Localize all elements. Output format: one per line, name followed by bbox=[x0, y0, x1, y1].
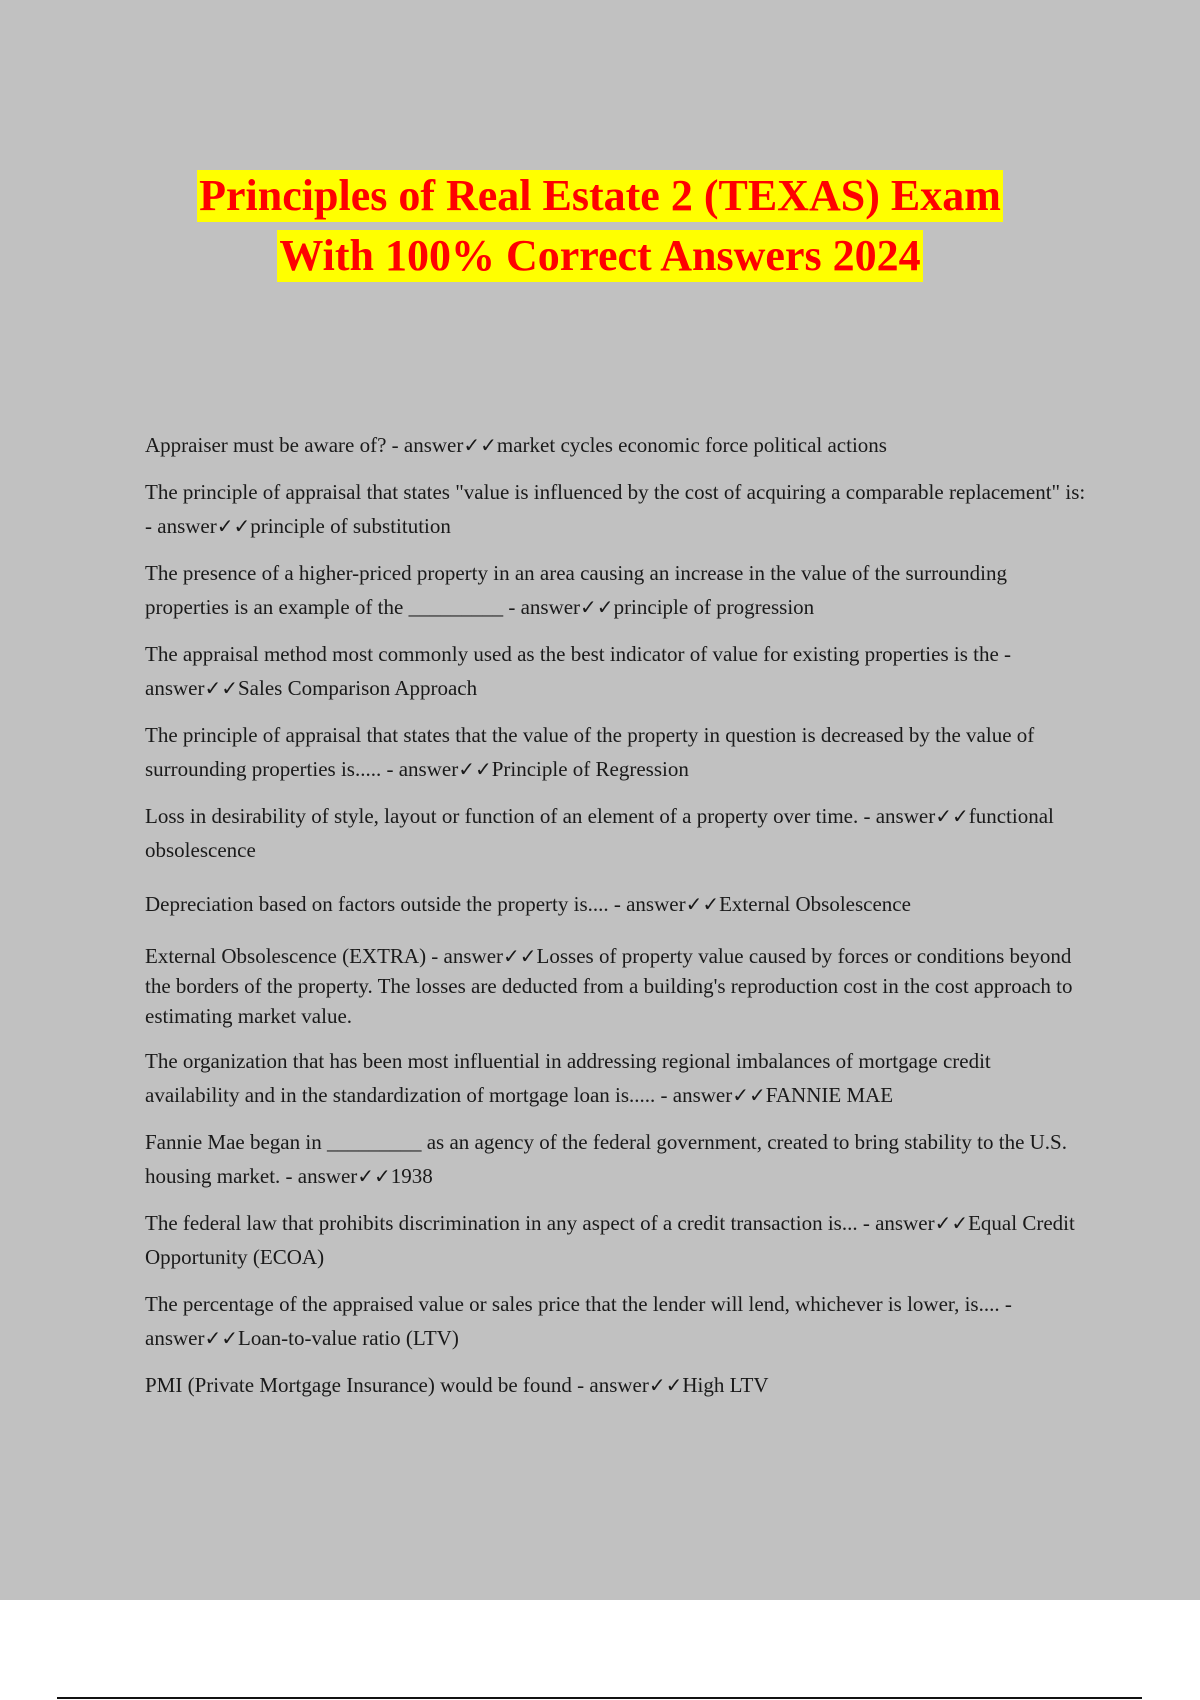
qa-item bbox=[145, 1368, 1090, 1402]
document-title bbox=[0, 170, 1200, 290]
double-check-icon: ✓✓ bbox=[648, 1373, 683, 1397]
answer-text: High LTV bbox=[682, 1373, 769, 1397]
question-text: The percentage of the appraised value or sales price that the lender will lend, whichever is lower, is.... - answer bbox=[145, 1292, 1012, 1350]
answer-text: Principle of Regression bbox=[491, 757, 689, 781]
question-text: Loss in desirability of style, layout or function of an element of a property over time. - answer bbox=[145, 804, 936, 828]
double-check-icon: ✓✓ bbox=[934, 1211, 969, 1235]
double-check-icon: ✓✓ bbox=[204, 676, 238, 700]
double-check-icon: ✓✓ bbox=[204, 1326, 238, 1350]
question-text: The presence of a higher-priced property in an area causing an increase in the value of the surrounding properties is an example of the _________ - answer bbox=[145, 561, 1007, 619]
double-check-icon: ✓✓ bbox=[216, 514, 251, 538]
question-text: The appraisal method most commonly used as the best indicator of value for existing properties is the - answer bbox=[145, 642, 1012, 700]
question-text: Depreciation based on factors outside the property is.... - answer bbox=[145, 892, 686, 916]
qa-item bbox=[145, 1125, 1090, 1193]
answer-text: Loan-to-value ratio (LTV) bbox=[238, 1326, 459, 1350]
question-text: The federal law that prohibits discrimination in any aspect of a credit transaction is... - answer bbox=[145, 1211, 935, 1235]
double-check-icon: ✓✓ bbox=[357, 1164, 391, 1188]
answer-text: 1938 bbox=[390, 1164, 433, 1188]
qa-item bbox=[145, 799, 1090, 867]
answer-text: functional obsolescence bbox=[145, 804, 1054, 862]
question-text: The principle of appraisal that states "value is influenced by the cost of acquiring a comparable replacement" is: - answer bbox=[145, 480, 1086, 538]
answer-text: External Obsolescence bbox=[719, 892, 911, 916]
double-check-icon: ✓✓ bbox=[580, 595, 614, 619]
qa-item bbox=[145, 1044, 1090, 1112]
double-check-icon: ✓✓ bbox=[685, 892, 720, 916]
double-check-icon: ✓✓ bbox=[732, 1083, 766, 1107]
question-text: Fannie Mae began in _________ as an agency of the federal government, created to bring stability to the U.S. housing market. - answer bbox=[145, 1130, 1067, 1188]
double-check-icon: ✓✓ bbox=[458, 757, 492, 781]
qa-item bbox=[145, 475, 1090, 543]
question-text: Appraiser must be aware of? - answer bbox=[145, 433, 464, 457]
double-check-icon: ✓✓ bbox=[935, 804, 969, 828]
qa-item bbox=[145, 1287, 1090, 1355]
question-text: The organization that has been most influential in addressing regional imbalances of mortgage credit availability and in the standardization of mortgage loan is..... - answer bbox=[145, 1049, 991, 1107]
answer-text: market cycles economic force political actions bbox=[496, 433, 887, 457]
answer-text: Sales Comparison Approach bbox=[238, 676, 478, 700]
double-check-icon: ✓✓ bbox=[503, 944, 537, 968]
qa-item bbox=[145, 941, 1090, 1031]
question-text: The principle of appraisal that states that the value of the property in question is decreased by the value of surrounding properties is..... - answer bbox=[145, 723, 1035, 781]
title-line-2: With 100% Correct Answers 2024 bbox=[279, 231, 921, 280]
qa-item bbox=[145, 428, 1090, 462]
qa-item bbox=[145, 887, 1090, 921]
qa-item bbox=[145, 637, 1090, 705]
qa-item bbox=[145, 718, 1090, 786]
answer-text: Equal Credit Opportunity (ECOA) bbox=[145, 1211, 1075, 1269]
title-line-1: Principles of Real Estate 2 (TEXAS) Exam bbox=[199, 171, 1001, 220]
qa-list bbox=[145, 428, 1090, 1415]
question-text: External Obsolescence (EXTRA) - answer bbox=[145, 944, 504, 968]
answer-text: FANNIE MAE bbox=[765, 1083, 894, 1107]
answer-text: Losses of property value caused by forces or conditions beyond the borders of the property. The losses are deducted from a building's reproduction cost in the cost approach to estimating market value. bbox=[145, 944, 1073, 1028]
footer-divider bbox=[57, 1697, 1142, 1699]
answer-text: principle of substitution bbox=[250, 514, 451, 538]
qa-item bbox=[145, 556, 1090, 624]
question-text: PMI (Private Mortgage Insurance) would be found - answer bbox=[145, 1373, 649, 1397]
qa-item bbox=[145, 1206, 1090, 1274]
double-check-icon: ✓✓ bbox=[463, 433, 497, 457]
answer-text: principle of progression bbox=[613, 595, 815, 619]
